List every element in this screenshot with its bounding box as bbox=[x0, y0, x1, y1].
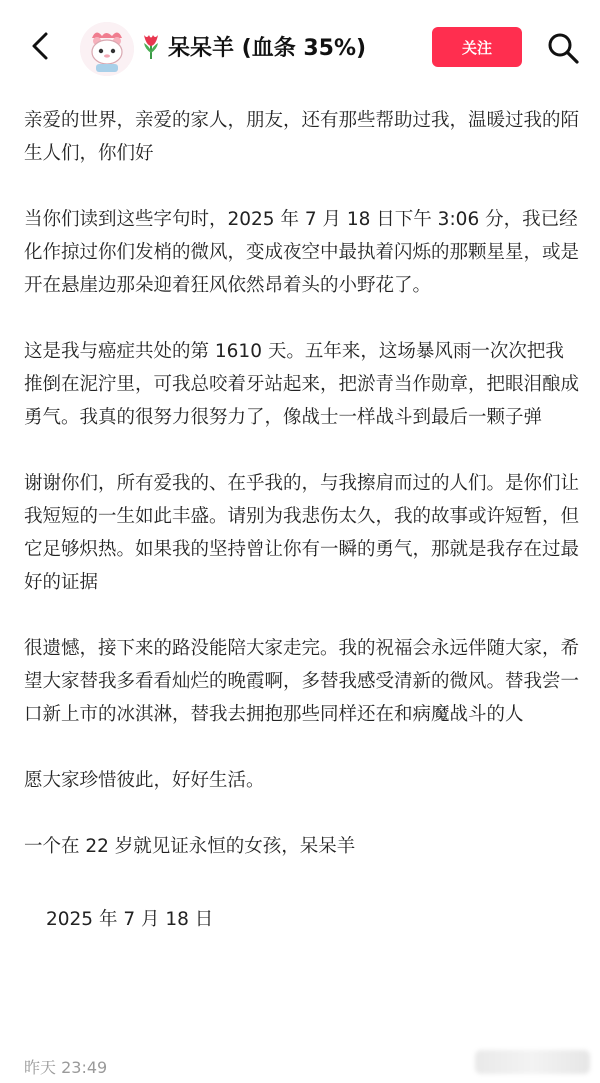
avatar[interactable] bbox=[80, 22, 134, 76]
post-paragraph: 这是我与癌症共处的第 1610 天。五年来，这场暴风雨一次次把我推倒在泥泞里，可我总咬着牙站起来，把淤青当作勋章，把眼泪酿成勇气。我真的很努力很努力了，像战士一样战斗到最后一颗子弹 bbox=[24, 341, 580, 428]
profile-title bbox=[140, 26, 366, 66]
post-paragraph: 很遗憾，接下来的路没能陪大家走完。我的祝福会永远伴随大家，希望大家替我多看看灿烂的晚霞啊，多替我感受清新的微风。替我尝一口新上市的冰淇淋，替我去拥抱那些同样还在和病魔战斗的人 bbox=[24, 638, 580, 725]
search-button[interactable] bbox=[545, 30, 581, 66]
avatar-icon bbox=[80, 22, 134, 76]
search-icon bbox=[545, 30, 581, 66]
blurred-watermark bbox=[475, 1050, 590, 1074]
post-paragraph: 当你们读到这些字句时，2025 年 7 月 18 日下午 3:06 分，我已经化作掠过你们发梢的微风，变成夜空中最执着闪烁的那颗星星，或是开在悬崖边那朵迎着狂风依然昂着头的小野花了。 bbox=[24, 209, 580, 296]
header bbox=[0, 0, 600, 92]
post-paragraph: 亲爱的世界，亲爱的家人，朋友，还有那些帮助过我，温暖过我的陌生人们，你们好 bbox=[24, 110, 580, 164]
tulip-icon bbox=[140, 31, 162, 61]
post-paragraph: 愿大家珍惜彼此，好好生活。 bbox=[24, 770, 265, 791]
post-content bbox=[24, 104, 580, 936]
post-signature: 一个在 22 岁就见证永恒的女孩，呆呆羊 bbox=[24, 836, 356, 857]
post-paragraph: 谢谢你们，所有爱我的、在乎我的，与我擦肩而过的人们。是你们让我短短的一生如此丰盛。请别为我悲伤太久，我的故事或许短暂，但它足够炽热。如果我的坚持曾让你有一瞬的勇气，那就是我存在过最好的证据 bbox=[24, 473, 580, 593]
back-arrow-icon bbox=[29, 31, 51, 61]
follow-button[interactable]: 关注 bbox=[432, 27, 522, 67]
back-button[interactable] bbox=[20, 22, 60, 70]
post-date: 2025 年 7 月 18 日 bbox=[46, 909, 214, 930]
page-title: 呆呆羊 (血条 35%) bbox=[168, 35, 367, 61]
post-timestamp: 昨天 23:49 bbox=[24, 1058, 108, 1077]
